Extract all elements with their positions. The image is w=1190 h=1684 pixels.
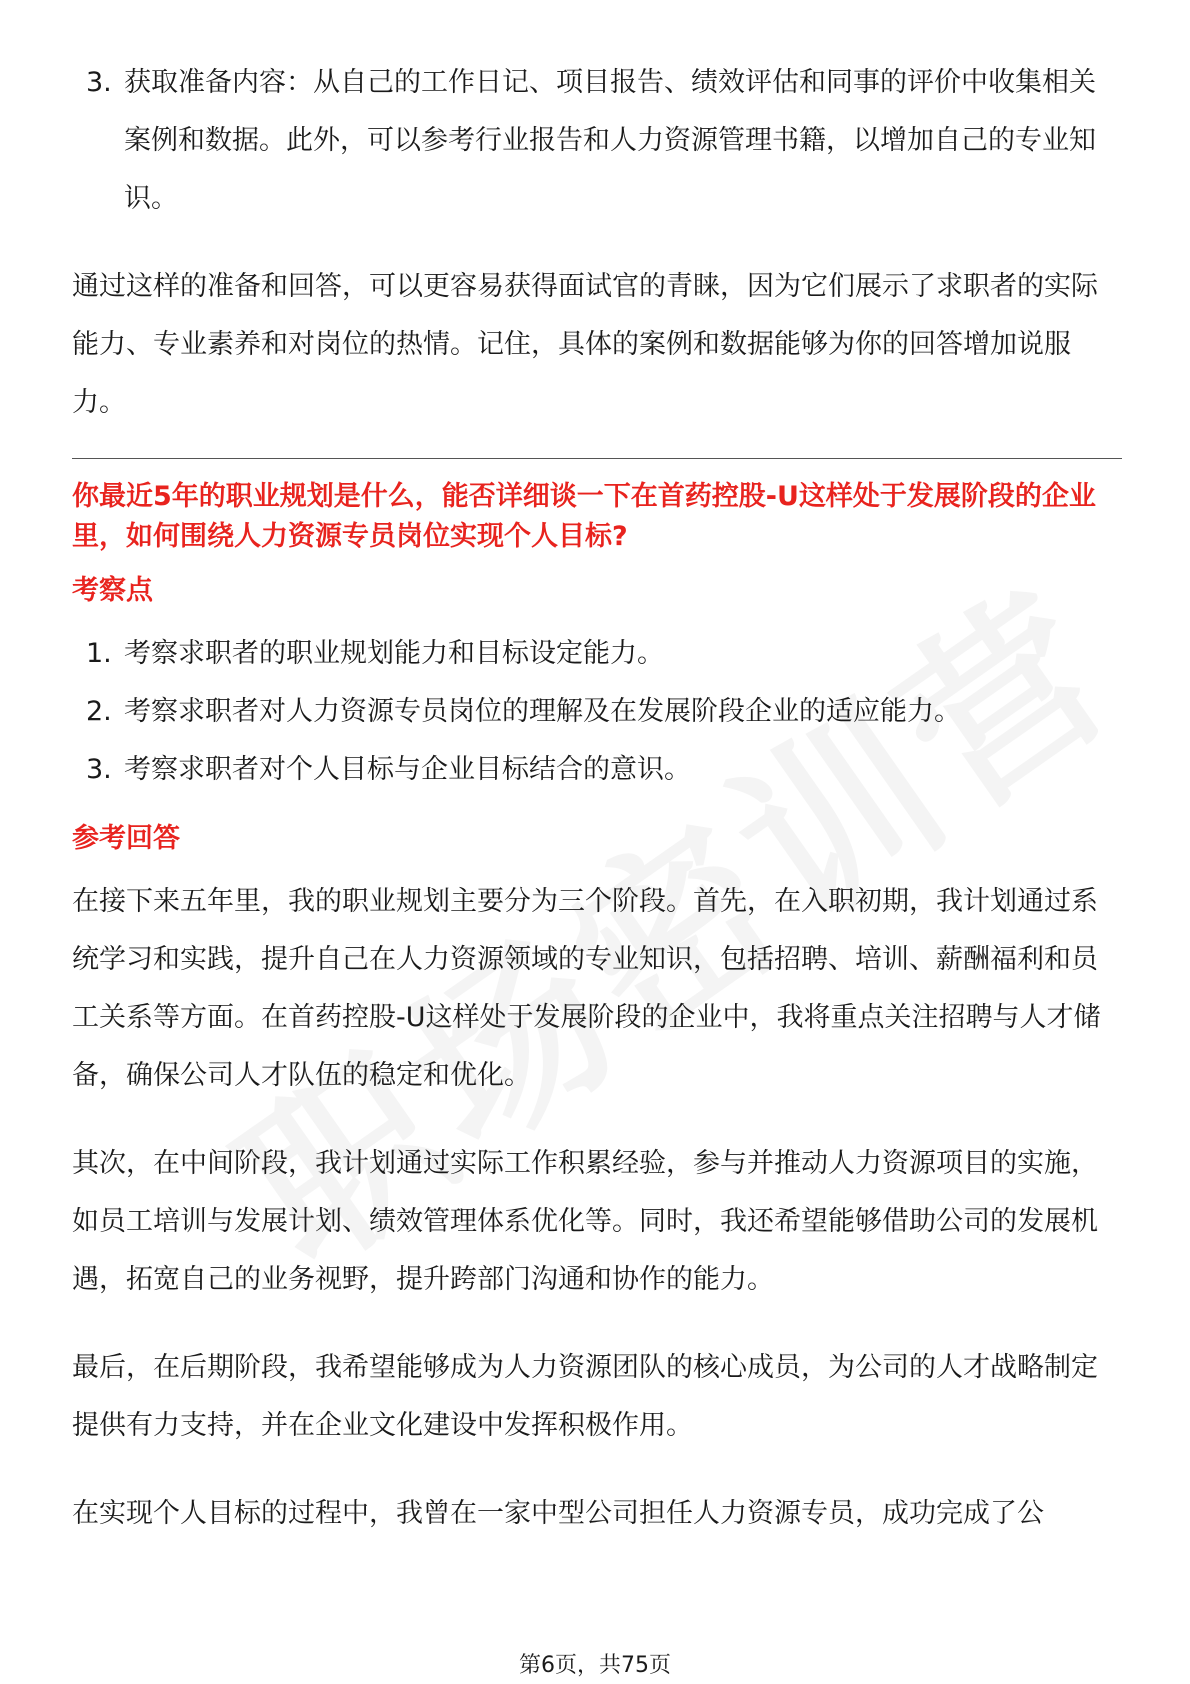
top-list: [72, 54, 1122, 228]
list-item-number: 3.: [86, 67, 112, 98]
list-item-text: 获取准备内容：从自己的工作日记、项目报告、绩效评估和同事的评价中收集相关案例和数据。此外，可以参考行业报告和人力资源管理书籍，以增加自己的专业知识。: [124, 67, 1096, 214]
answer-title: 参考回答: [72, 823, 180, 854]
points-list: [72, 625, 1122, 799]
list-item: [72, 625, 1122, 683]
page-content: [72, 54, 1122, 1543]
list-item-text: 考察求职者对人力资源专员岗位的理解及在发展阶段企业的适应能力。: [124, 696, 961, 727]
answer-paragraph: 最后，在后期阶段，我希望能够成为人力资源团队的核心成员，为公司的人才战略制定提供有力支持，并在企业文化建设中发挥积极作用。: [72, 1352, 1098, 1441]
list-item-text: 考察求职者的职业规划能力和目标设定能力。: [124, 638, 664, 669]
list-item-number: 2.: [86, 696, 112, 727]
list-item: [72, 741, 1122, 799]
points-title: 考察点: [72, 575, 153, 606]
list-item-number: 3.: [86, 754, 112, 785]
answer-paragraph: 其次，在中间阶段，我计划通过实际工作积累经验，参与并推动人力资源项目的实施，如员工培训与发展计划、绩效管理体系优化等。同时，我还希望能够借助公司的发展机遇，拓宽自己的业务视野，提升跨部门沟通和协作的能力。: [72, 1148, 1098, 1295]
list-item-text: 考察求职者对个人目标与企业目标结合的意识。: [124, 754, 691, 785]
answer-paragraph: 在接下来五年里，我的职业规划主要分为三个阶段。首先，在入职初期，我计划通过系统学习和实践，提升自己在人力资源领域的专业知识，包括招聘、培训、薪酬福利和员工关系等方面。在首药控股-U这样处于发展阶段的企业中，我将重点关注招聘与人才储备，确保公司人才队伍的稳定和优化。: [72, 886, 1101, 1091]
interview-question: 你最近5年的职业规划是什么，能否详细谈一下在首药控股-U这样处于发展阶段的企业里，如何围绕人力资源专员岗位实现个人目标?: [72, 481, 1096, 552]
page-number-footer: 第6页，共75页: [519, 1653, 671, 1678]
list-item-number: 1.: [86, 638, 112, 669]
list-item: [72, 54, 1122, 228]
list-item: [72, 683, 1122, 741]
section-divider: [72, 458, 1122, 459]
intro-paragraph: 通过这样的准备和回答，可以更容易获得面试官的青睐，因为它们展示了求职者的实际能力、专业素养和对岗位的热情。记住，具体的案例和数据能够为你的回答增加说服力。: [72, 271, 1098, 418]
answer-paragraph: 在实现个人目标的过程中，我曾在一家中型公司担任人力资源专员，成功完成了公: [72, 1498, 1044, 1529]
